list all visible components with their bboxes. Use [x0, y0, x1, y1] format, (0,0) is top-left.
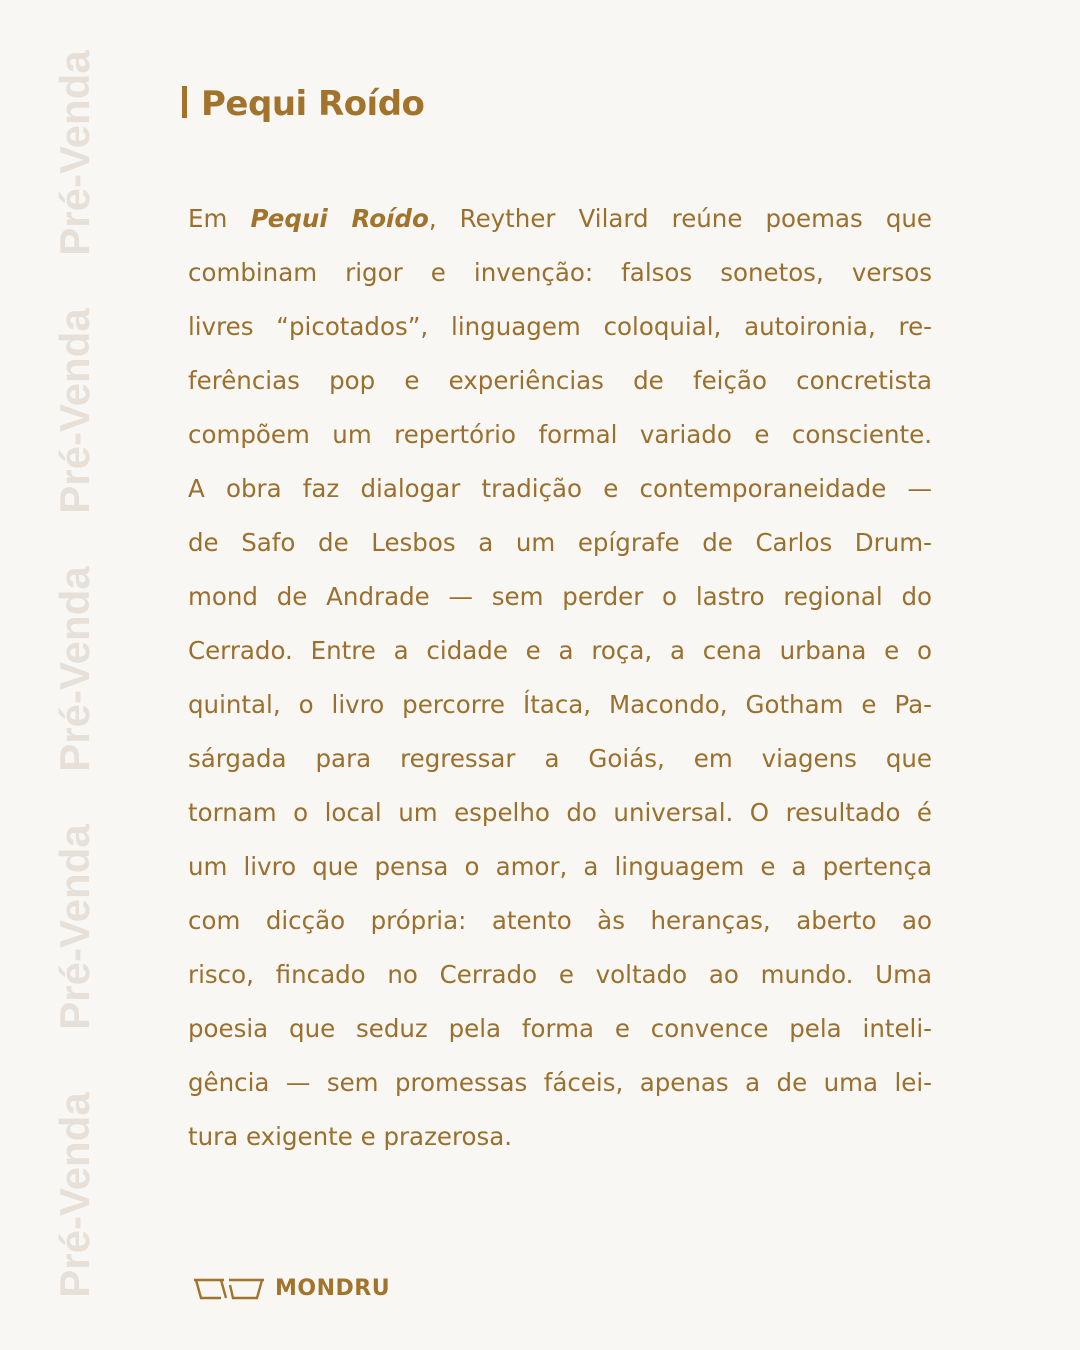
- title-bar-accent: [182, 86, 187, 118]
- page-title: [180, 84, 424, 124]
- title-text: Pequi Roído: [201, 84, 425, 124]
- description-line: mond de Andrade — sem perder o lastro regional do: [188, 582, 932, 611]
- description-line: risco, fincado no Cerrado e voltado ao mundo. Uma: [188, 960, 932, 989]
- watermark-label: [50, 1088, 100, 1303]
- watermark-label: [50, 46, 100, 261]
- watermark-text: Pré-Venda: [51, 308, 98, 514]
- pre-venda-watermark: [50, 0, 100, 1350]
- description-line: gência — sem promessas fáceis, apenas a de uma lei-: [188, 1068, 932, 1097]
- mondru-logo: [193, 1277, 390, 1301]
- watermark-text: Pré-Venda: [51, 824, 98, 1030]
- description-line: compõem um repertório formal variado e consciente.: [188, 420, 932, 449]
- book-title-emphasis: Pequi Roído: [250, 204, 429, 233]
- watermark-label: [50, 820, 100, 1035]
- description-line: livres “picotados”, linguagem coloquial, autoironia, re-: [188, 312, 932, 341]
- description-line: quintal, o livro percorre Ítaca, Macondo, Gotham e Pa-: [188, 690, 932, 719]
- watermark-label: [50, 304, 100, 519]
- watermark-text: Pré-Venda: [51, 50, 98, 256]
- watermark-text: Pré-Venda: [51, 1092, 98, 1298]
- description-line: Cerrado. Entre a cidade e a roça, a cena urbana e o: [188, 636, 932, 665]
- line-text: , Reyther Vilard reúne poemas que: [428, 204, 932, 233]
- watermark-text: Pré-Venda: [51, 566, 98, 772]
- description-line: sárgada para regressar a Goiás, em viagens que: [188, 744, 932, 773]
- book-description: [188, 192, 932, 1164]
- description-line: de Safo de Lesbos a um epígrafe de Carlos Drum-: [188, 528, 932, 557]
- glasses-icon: [193, 1277, 265, 1301]
- description-line: ferências pop e experiências de feição concretista: [188, 366, 932, 395]
- description-line: [188, 192, 932, 246]
- description-line: poesia que seduz pela forma e convence pela inteli-: [188, 1014, 932, 1043]
- description-line: tura exigente e prazerosa.: [188, 1122, 513, 1151]
- description-line: tornam o local um espelho do universal. O resultado é: [188, 798, 932, 827]
- description-line: combinam rigor e invenção: falsos sonetos, versos: [188, 258, 932, 287]
- description-line: com dicção própria: atento às heranças, aberto ao: [188, 906, 932, 935]
- logo-wordmark: MONDRU: [275, 1276, 391, 1301]
- line-text: Em: [188, 204, 251, 233]
- description-line: um livro que pensa o amor, a linguagem e a pertença: [188, 852, 932, 881]
- watermark-label: [50, 562, 100, 777]
- description-line: A obra faz dialogar tradição e contemporaneidade —: [188, 474, 932, 503]
